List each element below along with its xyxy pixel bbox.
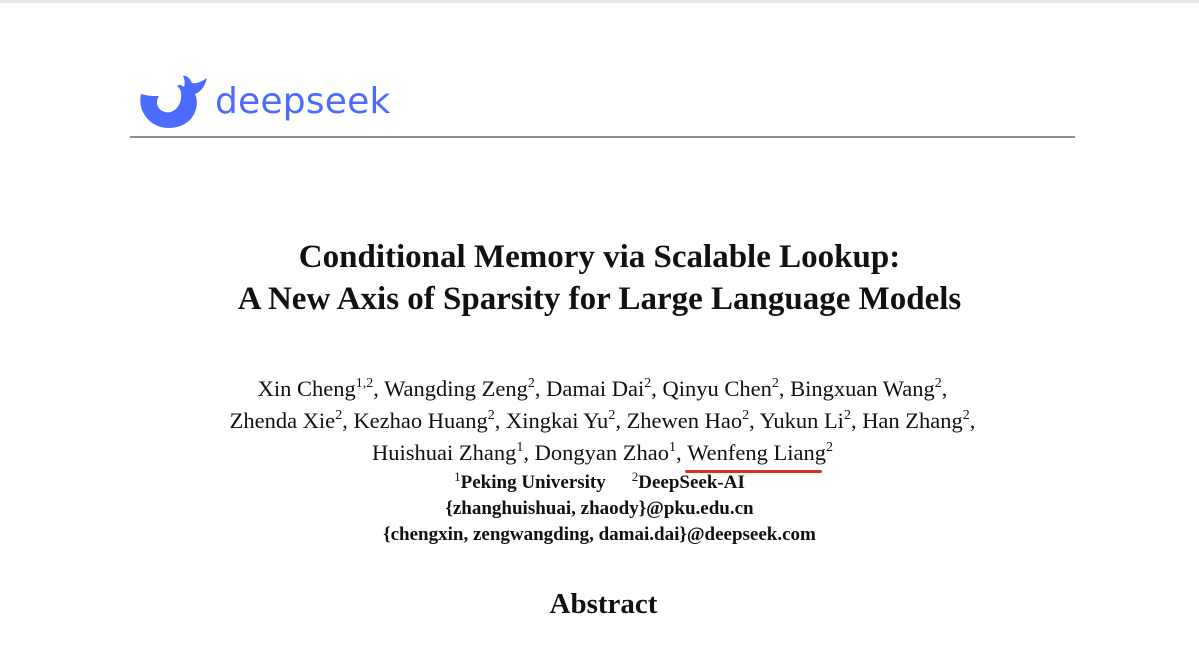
- author-affil-mark: 2: [742, 408, 750, 423]
- email-deepseek: {chengxin, zengwangding, damai.dai}@deepseek.com: [383, 524, 816, 545]
- author-name: Wenfeng Liang: [687, 440, 826, 465]
- author-affil-mark: 2: [527, 376, 535, 391]
- author-affil-mark: 2: [335, 408, 343, 423]
- title-line-1: Conditional Memory via Scalable Lookup:: [298, 239, 901, 275]
- author-name: Dongyan Zhao: [534, 440, 669, 465]
- author-affil-mark: 1: [516, 440, 524, 455]
- author-name: Xin Cheng: [257, 376, 356, 401]
- whale-icon: [135, 74, 209, 130]
- highlighted-author: [687, 437, 826, 469]
- author-name: Han Zhang: [862, 408, 963, 433]
- author-line-1: Xin Cheng$^{1,2}$, Wangding Zeng$^2$, Damai Dai$^2$, Qinyu Chen$^2$, Bingxuan Wang$^2$,: [257, 376, 948, 401]
- author-affil-mark: 2: [825, 440, 833, 455]
- affil-mark: 2: [631, 469, 639, 484]
- author-affil-mark: 2: [962, 408, 970, 423]
- author-affil-mark: 2: [934, 376, 942, 391]
- paper-title: [0, 236, 1199, 320]
- author-name: Zhewen Hao: [626, 408, 743, 433]
- author-name: Wangding Zeng: [384, 376, 528, 401]
- author-affil-mark: 2: [843, 408, 851, 423]
- logo-wordmark: deepseek: [215, 81, 391, 122]
- author-affil-mark: 2: [644, 376, 652, 391]
- author-name: Qinyu Chen: [662, 376, 772, 401]
- author-name: Xingkai Yu: [506, 408, 609, 433]
- deepseek-logo: [135, 72, 391, 132]
- author-name: Bingxuan Wang: [790, 376, 935, 401]
- author-line-3: Huishuai Zhang$^1$, Dongyan Zhao$^1$, Wenfeng Liang $^2$: [0, 437, 1199, 469]
- author-name: Huishuai Zhang: [372, 440, 517, 465]
- top-border: [0, 0, 1199, 3]
- author-name: Yukun Li: [759, 408, 844, 433]
- affil-mark: 1: [454, 469, 461, 484]
- author-name: Kezhao Huang: [353, 408, 488, 433]
- header-divider: [130, 136, 1075, 138]
- author-affil-mark: 1: [668, 440, 676, 455]
- author-name: Damai Dai: [546, 376, 645, 401]
- author-affil-mark: 2: [487, 408, 495, 423]
- title-line-2: A New Axis of Sparsity for Large Language Models: [237, 281, 962, 317]
- author-name: Zhenda Xie: [229, 408, 336, 433]
- affiliation-line: [0, 470, 1199, 496]
- email-pku: {zhanghuishuai, zhaody}@pku.edu.cn: [445, 498, 754, 519]
- affiliations: [0, 470, 1199, 548]
- abstract-heading: Abstract: [549, 588, 658, 620]
- affil-peking: Peking University: [460, 472, 606, 493]
- author-affil-mark: 2: [771, 376, 779, 391]
- affil-deepseek: DeepSeek-AI: [638, 472, 745, 493]
- author-line-2: Zhenda Xie$^2$, Kezhao Huang$^2$, Xingkai Yu$^2$, Zhewen Hao$^2$, Yukun Li$^2$, Han Zhang$^2$,: [229, 408, 976, 433]
- author-list: [0, 373, 1199, 469]
- author-affil-mark: 1,2: [355, 376, 374, 391]
- author-affil-mark: 2: [608, 408, 616, 423]
